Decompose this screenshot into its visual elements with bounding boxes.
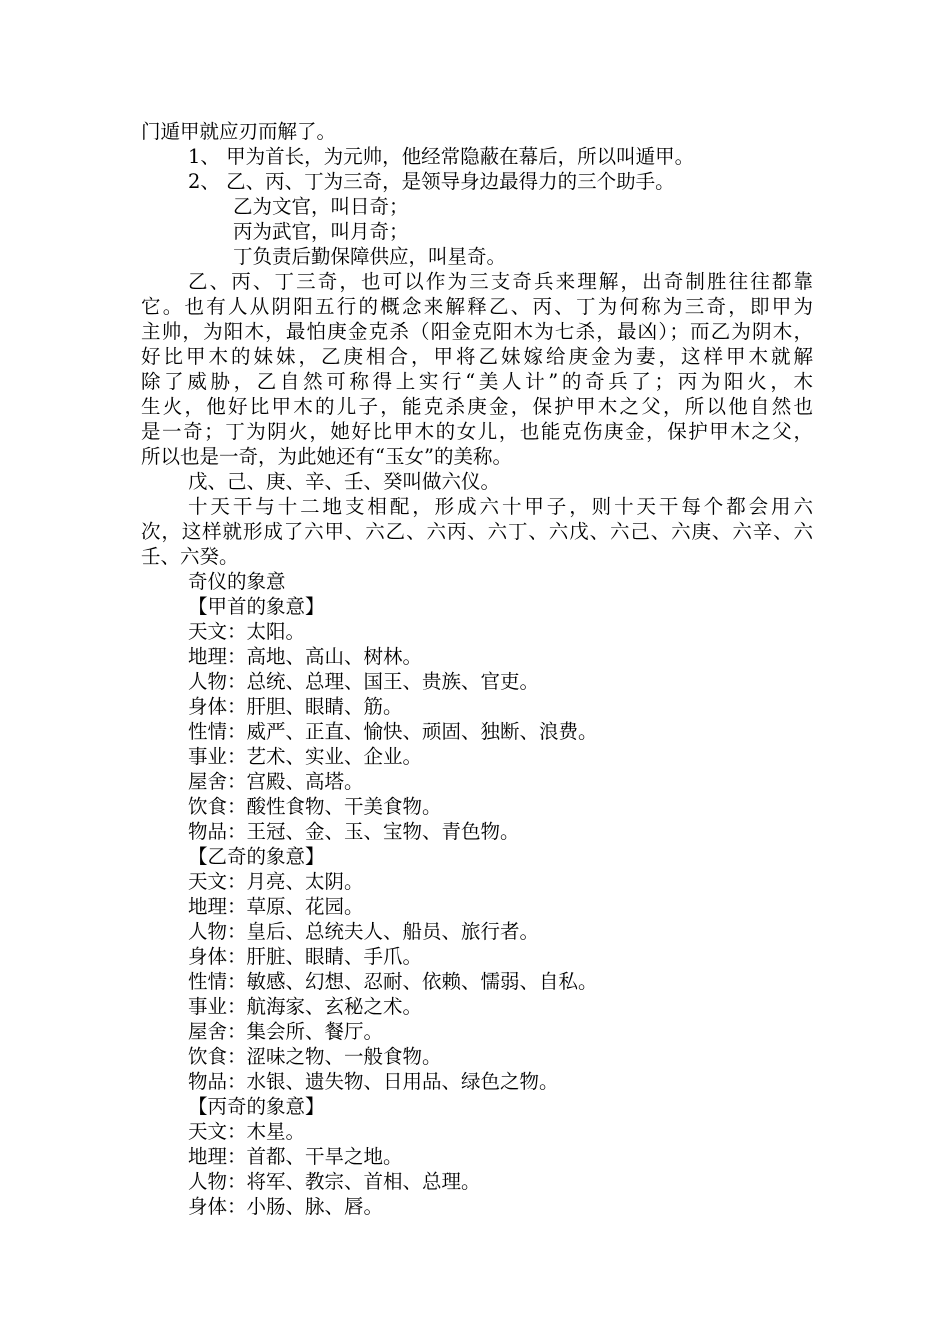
sub-item: 丙为武官，叫月奇； bbox=[233, 220, 409, 243]
attribute-line: 身体：肝脏、眼睛、手爪。 bbox=[188, 945, 423, 968]
numbered-item: 2、 乙、丙、丁为三奇，是领导身边最得力的三个助手。 bbox=[188, 170, 675, 193]
subsection-heading: 【乙奇的象意】 bbox=[188, 845, 325, 868]
attribute-line: 屋舍：集会所、餐厅。 bbox=[188, 1020, 384, 1043]
attribute-line: 饮食：酸性食物、干美食物。 bbox=[188, 795, 442, 818]
paragraph-line: 主帅，为阳木，最怕庚金克杀（阳金克阳木为七杀，最凶）；而乙为阴木， bbox=[141, 320, 813, 343]
attribute-line: 人物：将军、教宗、首相、总理。 bbox=[188, 1170, 481, 1193]
paragraph-line: 所以也是一奇，为此她还有“玉女”的美称。 bbox=[141, 445, 512, 468]
attribute-line: 物品：王冠、金、玉、宝物、青色物。 bbox=[188, 820, 520, 843]
attribute-line: 地理：草原、花园。 bbox=[188, 895, 364, 918]
paragraph-line: 壬、六癸。 bbox=[141, 545, 239, 568]
attribute-line: 天文：太阳。 bbox=[188, 620, 306, 643]
attribute-line: 性情：威严、正直、愉快、顽固、独断、浪费。 bbox=[188, 720, 598, 743]
paragraph-line: 乙、丙、丁三奇，也可以作为三支奇兵来理解，出奇制胜往往都靠 bbox=[188, 270, 813, 293]
paragraph-line: 好比甲木的妹妹，乙庚相合，甲将乙妹嫁给庚金为妻，这样甲木就解 bbox=[141, 345, 813, 368]
section-heading: 奇仪的象意 bbox=[188, 570, 286, 593]
numbered-item: 1、 甲为首长，为元帅，他经常隐蔽在幕后，所以叫遁甲。 bbox=[188, 145, 695, 168]
sub-item: 乙为文官，叫日奇； bbox=[233, 195, 409, 218]
paragraph-line: 是一奇；丁为阴火，她好比甲木的女儿，也能克伤庚金，保护甲木之父， bbox=[141, 420, 813, 443]
sub-item: 丁负责后勤保障供应，叫星奇。 bbox=[233, 245, 507, 268]
document-body bbox=[141, 119, 813, 1219]
attribute-line: 人物：总统、总理、国王、贵族、官吏。 bbox=[188, 670, 540, 693]
attribute-line: 地理：高地、高山、树林。 bbox=[188, 645, 423, 668]
paragraph-line: 次，这样就形成了六甲、六乙、六丙、六丁、六戊、六己、六庚、六辛、六 bbox=[141, 520, 813, 543]
attribute-line: 物品：水银、遗失物、日用品、绿色之物。 bbox=[188, 1070, 559, 1093]
paragraph-line: 十天干与十二地支相配，形成六十甲子，则十天干每个都会用六 bbox=[188, 495, 813, 518]
paragraph-line: 它。也有人从阴阳五行的概念来解释乙、丙、丁为何称为三奇，即甲为 bbox=[141, 295, 813, 318]
attribute-line: 天文：木星。 bbox=[188, 1120, 306, 1143]
subsection-heading: 【丙奇的象意】 bbox=[188, 1095, 325, 1118]
attribute-line: 饮食：涩味之物、一般食物。 bbox=[188, 1045, 442, 1068]
subsection-heading: 【甲首的象意】 bbox=[188, 595, 325, 618]
attribute-line: 屋舍：宫殿、高塔。 bbox=[188, 770, 364, 793]
attribute-line: 事业：航海家、玄秘之术。 bbox=[188, 995, 423, 1018]
paragraph-line: 除了威胁，乙自然可称得上实行“美人计”的奇兵了；丙为阳火，木 bbox=[141, 370, 813, 393]
paragraph-line: 戊、己、庚、辛、壬、癸叫做六仪。 bbox=[188, 470, 501, 493]
paragraph-line: 生火，他好比甲木的儿子，能克杀庚金，保护甲木之父，所以他自然也 bbox=[141, 395, 813, 418]
attribute-line: 事业：艺术、实业、企业。 bbox=[188, 745, 423, 768]
attribute-line: 地理：首都、干旱之地。 bbox=[188, 1145, 403, 1168]
attribute-line: 天文：月亮、太阴。 bbox=[188, 870, 364, 893]
attribute-line: 身体：小肠、脉、唇。 bbox=[188, 1195, 384, 1218]
attribute-line: 身体：肝胆、眼睛、筋。 bbox=[188, 695, 403, 718]
text-line: 门遁甲就应刃而解了。 bbox=[141, 120, 337, 143]
attribute-line: 人物：皇后、总统夫人、船员、旅行者。 bbox=[188, 920, 540, 943]
attribute-line: 性情：敏感、幻想、忍耐、依赖、懦弱、自私。 bbox=[188, 970, 598, 993]
